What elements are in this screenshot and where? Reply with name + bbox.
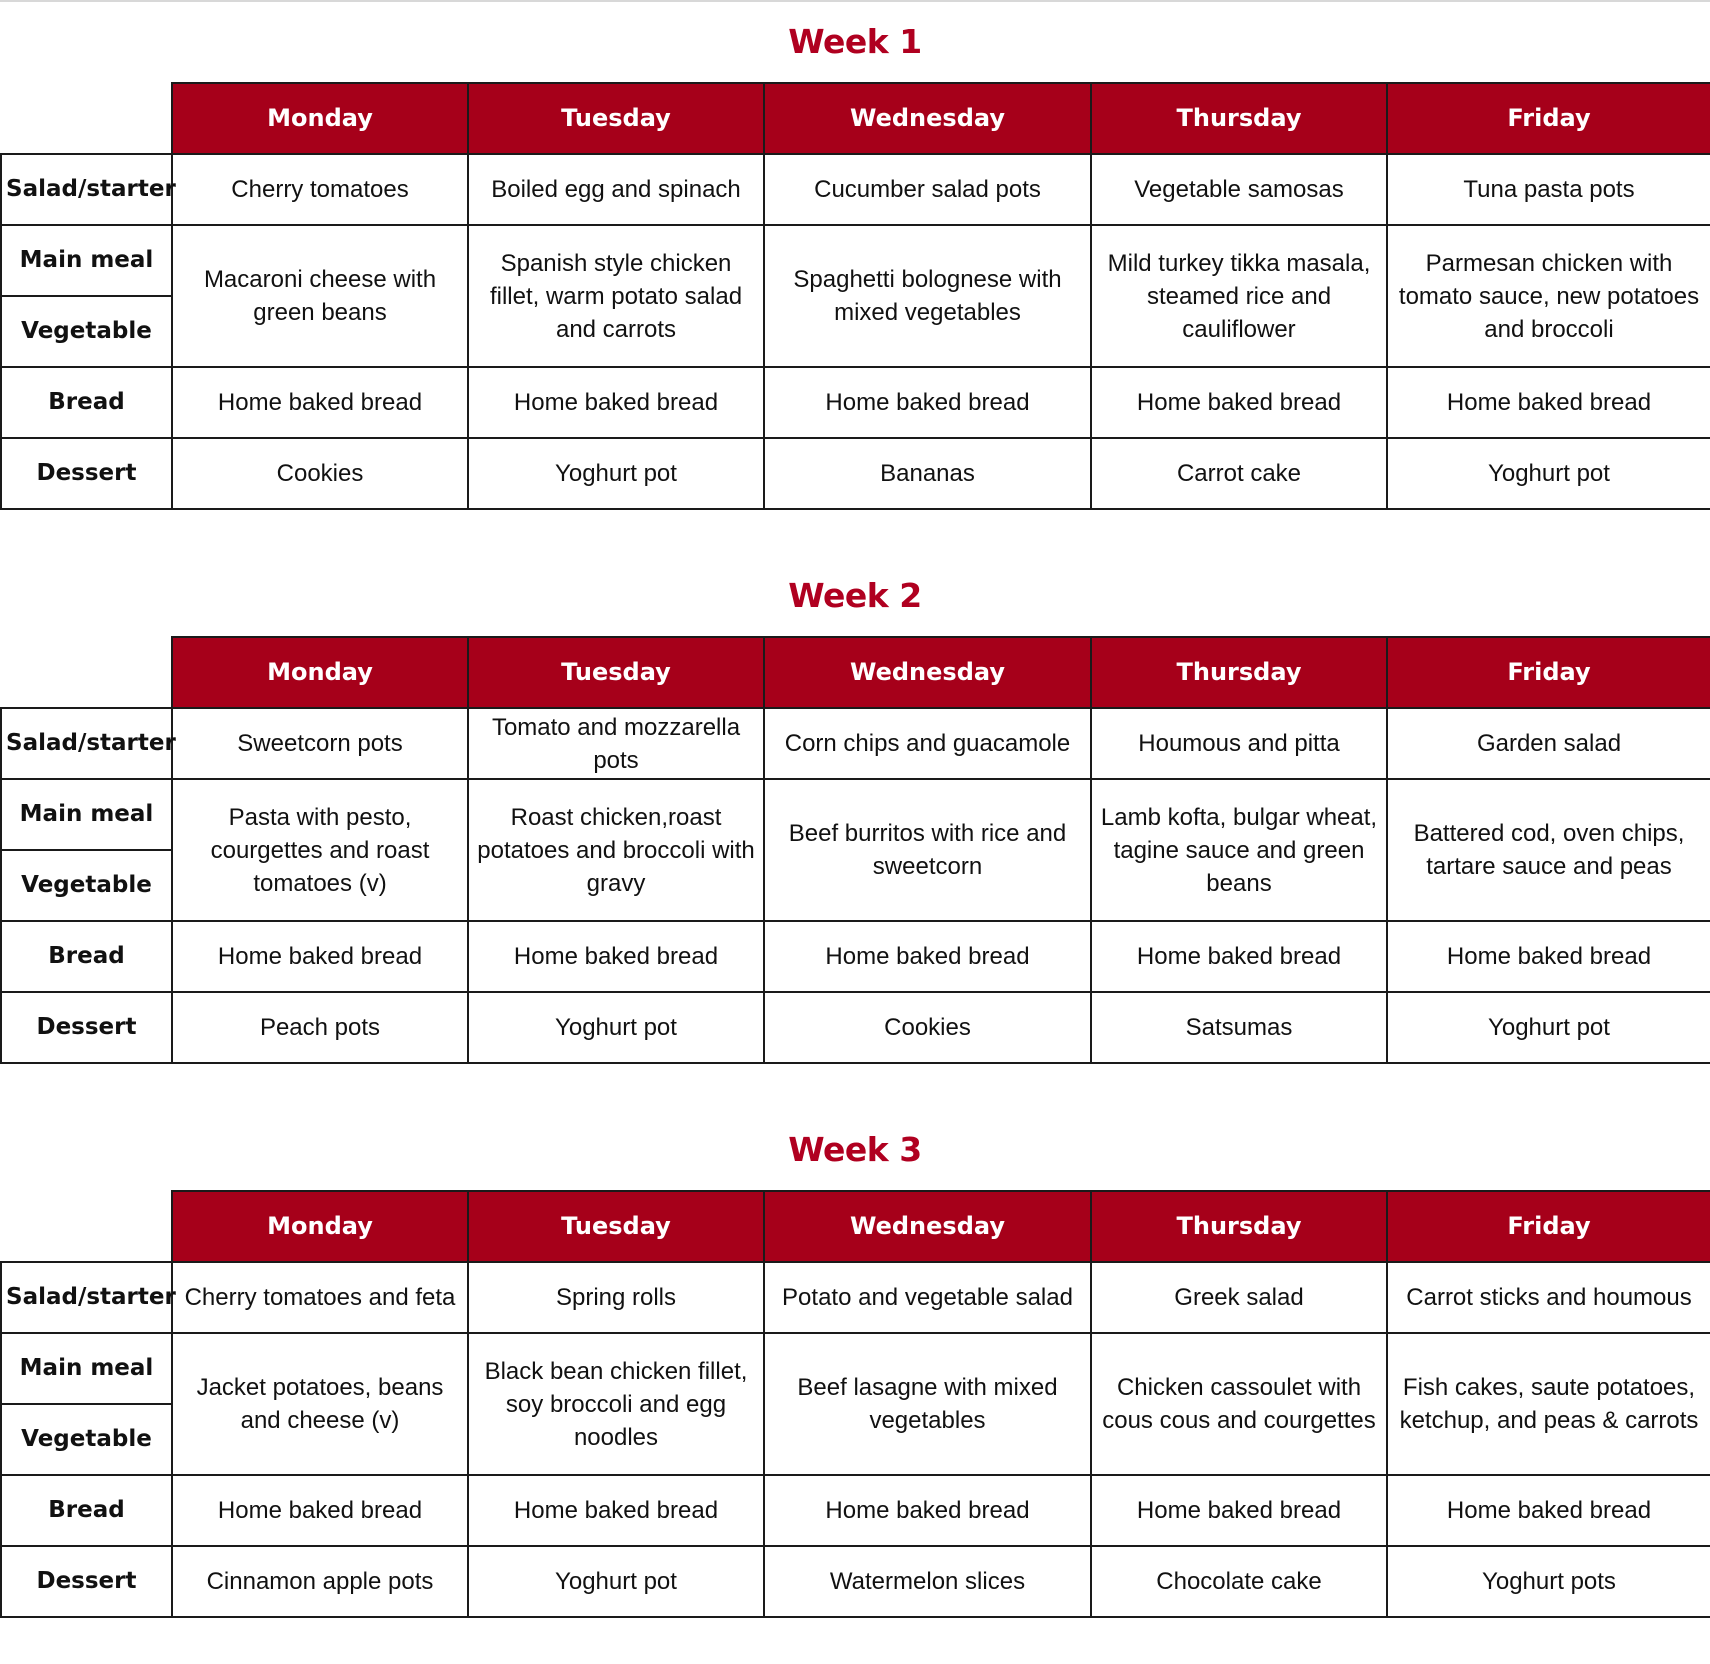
day-header-monday: Monday	[172, 1191, 468, 1262]
week-3-menu-table	[0, 1190, 1710, 1618]
day-header-thursday: Thursday	[1091, 1191, 1387, 1262]
menu-cell: Potato and vegetable salad	[764, 1262, 1091, 1333]
menu-cell: Yoghurt pot	[468, 438, 764, 509]
row-label-vegetable: Vegetable	[1, 296, 172, 367]
day-header-friday: Friday	[1387, 637, 1710, 708]
row-label-salad: Salad/starter	[1, 708, 172, 779]
menu-cell: Home baked bread	[172, 921, 468, 992]
dessert-row	[1, 438, 1710, 509]
corner-cell	[1, 83, 172, 154]
menu-cell: Bananas	[764, 438, 1091, 509]
menu-cell: Boiled egg and spinach	[468, 154, 764, 225]
menu-cell: Macaroni cheese with green beans	[172, 225, 468, 367]
menu-cell: Black bean chicken fillet, soy broccoli and egg noodles	[468, 1333, 764, 1475]
menu-cell: Home baked bread	[468, 1475, 764, 1546]
row-label-vegetable: Vegetable	[1, 1404, 172, 1475]
row-label-dessert: Dessert	[1, 438, 172, 509]
row-label-main: Main meal	[1, 1333, 172, 1404]
corner-cell	[1, 637, 172, 708]
row-label-dessert: Dessert	[1, 1546, 172, 1617]
week-1-title: Week 1	[788, 22, 922, 61]
salad-row	[1, 708, 1710, 779]
day-header-wednesday: Wednesday	[764, 637, 1091, 708]
menu-cell: Greek salad	[1091, 1262, 1387, 1333]
menu-cell: Spring rolls	[468, 1262, 764, 1333]
menu-cell: Mild turkey tikka masala, steamed rice and cauliflower	[1091, 225, 1387, 367]
header-row	[1, 1191, 1710, 1262]
main-row	[1, 779, 1710, 850]
row-label-salad: Salad/starter	[1, 154, 172, 225]
menu-cell: Battered cod, oven chips, tartare sauce and peas	[1387, 779, 1710, 921]
header-row	[1, 83, 1710, 154]
menu-cell: Watermelon slices	[764, 1546, 1091, 1617]
menu-cell: Tuna pasta pots	[1387, 154, 1710, 225]
corner-cell	[1, 1191, 172, 1262]
menu-cell: Cookies	[172, 438, 468, 509]
menu-cell: Cherry tomatoes and feta	[172, 1262, 468, 1333]
menu-cell: Houmous and pitta	[1091, 708, 1387, 779]
menu-cell: Yoghurt pot	[1387, 992, 1710, 1063]
week-3-title: Week 3	[788, 1130, 922, 1169]
salad-row	[1, 1262, 1710, 1333]
menu-cell: Cucumber salad pots	[764, 154, 1091, 225]
menu-cell: Home baked bread	[1387, 1475, 1710, 1546]
row-label-bread: Bread	[1, 367, 172, 438]
dessert-row	[1, 992, 1710, 1063]
main-row	[1, 1333, 1710, 1404]
day-header-friday: Friday	[1387, 1191, 1710, 1262]
menu-cell: Home baked bread	[764, 367, 1091, 438]
menu-cell: Spaghetti bolognese with mixed vegetables	[764, 225, 1091, 367]
menu-cell: Yoghurt pots	[1387, 1546, 1710, 1617]
header-row	[1, 637, 1710, 708]
menu-cell: Home baked bread	[1091, 1475, 1387, 1546]
menu-cell: Yoghurt pot	[468, 1546, 764, 1617]
menu-cell: Beef lasagne with mixed vegetables	[764, 1333, 1091, 1475]
menu-cell: Cookies	[764, 992, 1091, 1063]
menu-cell: Tomato and mozzarella pots	[468, 708, 764, 779]
bread-row	[1, 367, 1710, 438]
row-label-salad: Salad/starter	[1, 1262, 172, 1333]
menu-cell: Jacket potatoes, beans and cheese (v)	[172, 1333, 468, 1475]
menu-cell: Carrot cake	[1091, 438, 1387, 509]
day-header-friday: Friday	[1387, 83, 1710, 154]
top-divider	[0, 0, 1710, 2]
menu-cell: Cherry tomatoes	[172, 154, 468, 225]
row-label-vegetable: Vegetable	[1, 850, 172, 921]
menu-cell: Home baked bread	[468, 921, 764, 992]
menu-cell: Chicken cassoulet with cous cous and courgettes	[1091, 1333, 1387, 1475]
dessert-row	[1, 1546, 1710, 1617]
menu-cell: Home baked bread	[1387, 921, 1710, 992]
menu-cell: Chocolate cake	[1091, 1546, 1387, 1617]
menu-cell: Garden salad	[1387, 708, 1710, 779]
day-header-monday: Monday	[172, 83, 468, 154]
menu-cell: Home baked bread	[1091, 921, 1387, 992]
bread-row	[1, 1475, 1710, 1546]
day-header-wednesday: Wednesday	[764, 1191, 1091, 1262]
menu-cell: Home baked bread	[468, 367, 764, 438]
menu-cell: Sweetcorn pots	[172, 708, 468, 779]
menu-cell: Corn chips and guacamole	[764, 708, 1091, 779]
row-label-dessert: Dessert	[1, 992, 172, 1063]
menu-cell: Roast chicken,roast potatoes and broccoli with gravy	[468, 779, 764, 921]
menu-cell: Home baked bread	[1091, 367, 1387, 438]
row-label-bread: Bread	[1, 921, 172, 992]
menu-cell: Yoghurt pot	[1387, 438, 1710, 509]
menu-cell: Peach pots	[172, 992, 468, 1063]
row-label-main: Main meal	[1, 779, 172, 850]
day-header-monday: Monday	[172, 637, 468, 708]
day-header-thursday: Thursday	[1091, 637, 1387, 708]
menu-cell: Parmesan chicken with tomato sauce, new potatoes and broccoli	[1387, 225, 1710, 367]
menu-cell: Spanish style chicken fillet, warm potato salad and carrots	[468, 225, 764, 367]
menu-cell: Cinnamon apple pots	[172, 1546, 468, 1617]
day-header-wednesday: Wednesday	[764, 83, 1091, 154]
day-header-thursday: Thursday	[1091, 83, 1387, 154]
row-label-bread: Bread	[1, 1475, 172, 1546]
salad-row	[1, 154, 1710, 225]
menu-cell: Pasta with pesto, courgettes and roast tomatoes (v)	[172, 779, 468, 921]
day-header-tuesday: Tuesday	[468, 637, 764, 708]
menu-cell: Beef burritos with rice and sweetcorn	[764, 779, 1091, 921]
menu-cell: Home baked bread	[172, 367, 468, 438]
menu-cell: Home baked bread	[172, 1475, 468, 1546]
row-label-main: Main meal	[1, 225, 172, 296]
week-2-title: Week 2	[788, 576, 922, 615]
menu-cell: Fish cakes, saute potatoes, ketchup, and peas & carrots	[1387, 1333, 1710, 1475]
menu-cell: Home baked bread	[764, 1475, 1091, 1546]
day-header-tuesday: Tuesday	[468, 83, 764, 154]
menu-cell: Carrot sticks and houmous	[1387, 1262, 1710, 1333]
menu-cell: Yoghurt pot	[468, 992, 764, 1063]
bread-row	[1, 921, 1710, 992]
week-2-menu-table	[0, 636, 1710, 1064]
main-row	[1, 225, 1710, 296]
menu-cell: Satsumas	[1091, 992, 1387, 1063]
day-header-tuesday: Tuesday	[468, 1191, 764, 1262]
menu-cell: Vegetable samosas	[1091, 154, 1387, 225]
menu-cell: Home baked bread	[1387, 367, 1710, 438]
menu-cell: Lamb kofta, bulgar wheat, tagine sauce and green beans	[1091, 779, 1387, 921]
week-1-menu-table	[0, 82, 1710, 510]
menu-cell: Home baked bread	[764, 921, 1091, 992]
